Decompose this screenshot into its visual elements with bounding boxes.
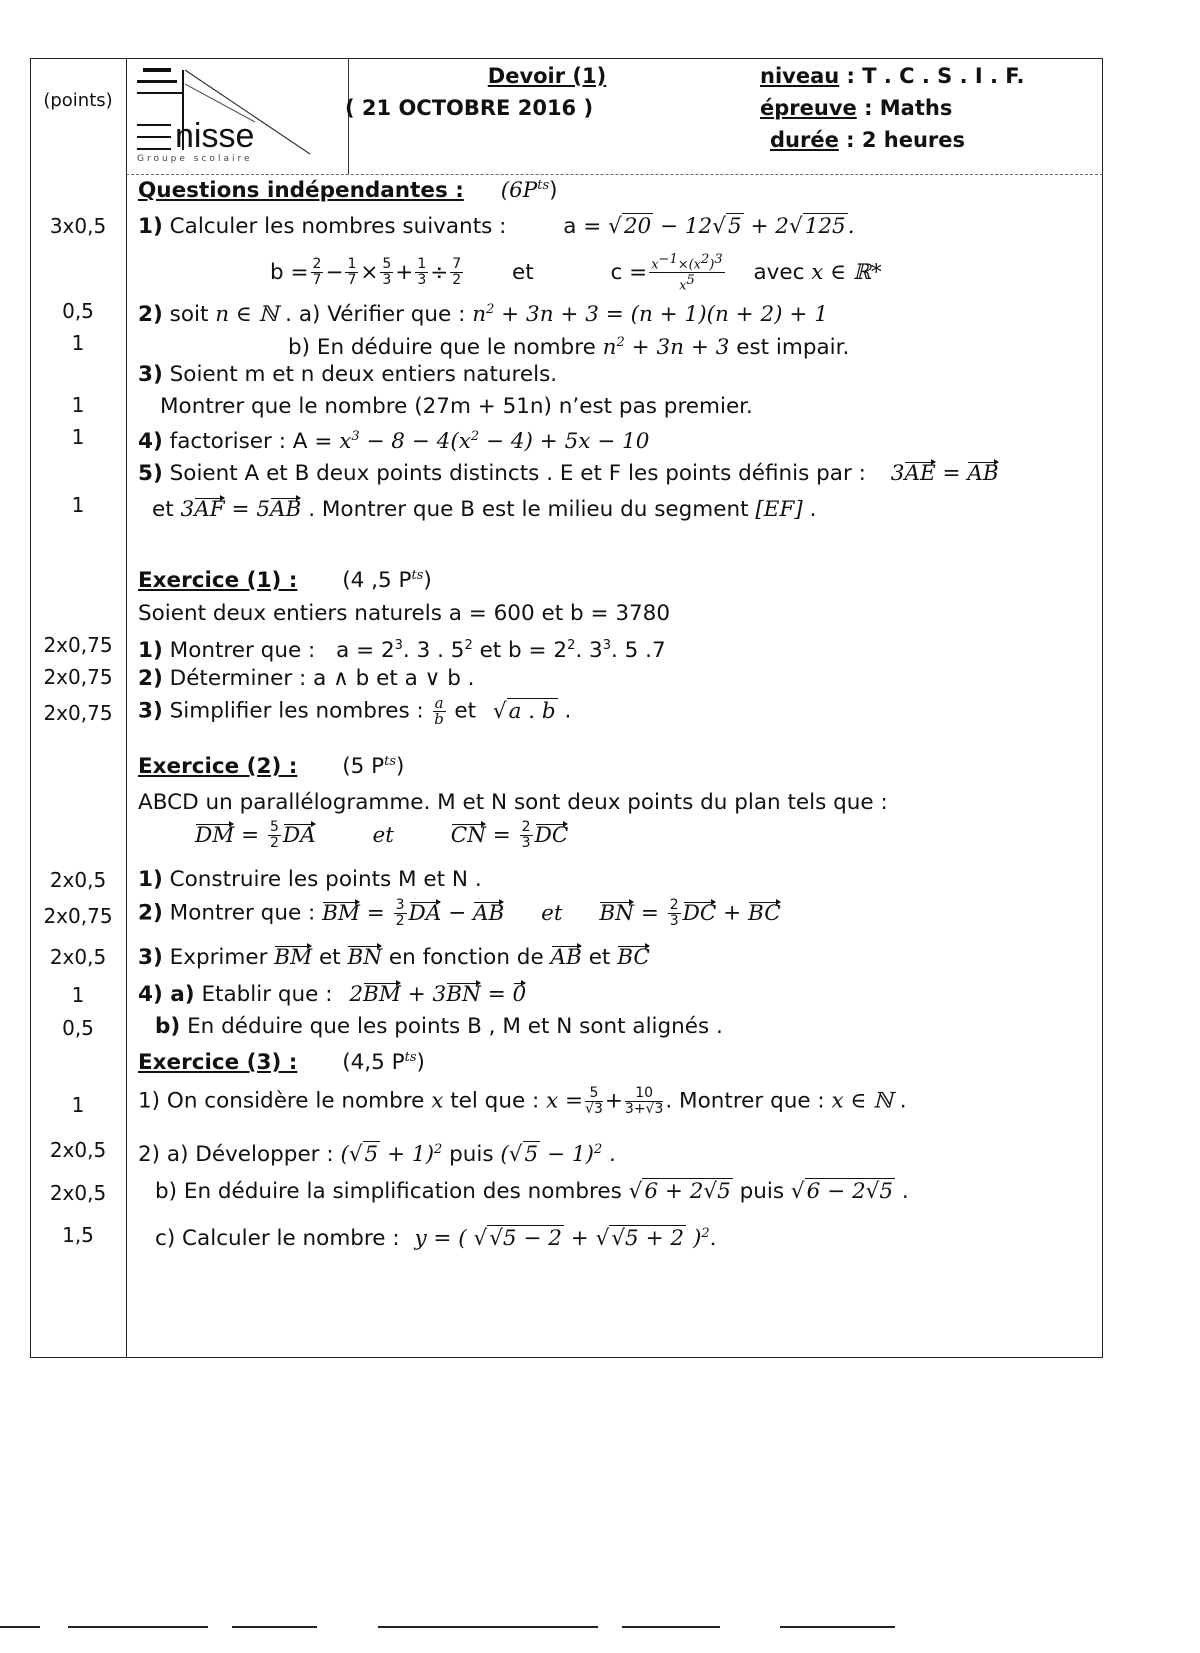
points-sup: ts [384,754,396,769]
points-value: 3x0,5 [49,214,107,238]
section-title: Exercice (3) : [138,1050,298,1076]
points-value: 2x0,75 [43,701,113,725]
exercise-3-q2b: b) En déduire la simplification des nombres √6 + 2√5 puis √6 − 2√5 . [155,1179,909,1204]
question-text: Construire les points M et N . [169,867,482,892]
exercise-3-q1: 1) On considère le nombre x tel que : x = $\frac{5}{√3}$ + $\frac{10}{3+√3}$ . Montrer que : x ∈ ℕ . [138,1085,907,1117]
conj-et: et [318,945,341,970]
question-text: Exprimer [169,945,268,970]
points-value: 1,5 [62,1223,94,1247]
exercise-1-q2: 2) Déterminer : a ∧ b et a ∨ b . [138,666,475,691]
points-column-border [126,58,127,1358]
footer-line [232,1626,317,1628]
avec-label: avec [753,259,805,285]
points-value: 1 [71,425,85,449]
section-points: (6P [500,178,538,204]
question-text: . Montrer que B est le milieu du segment [308,497,749,522]
question-text: c) Calculer le nombre : [155,1226,400,1252]
question-5: 5) Soient A et B deux points distincts . E et F les points définis par : 3AE = AB [138,461,999,486]
question-text: Simplifier les nombres : [169,698,424,724]
exercise-2-q4a: 4) a) Etablir que : 2BM + 3BN = 0 [138,982,527,1007]
question-text: Montrer que : [169,638,316,664]
question-3: 3) Soient m et n deux entiers naturels. [138,362,558,387]
points-sup: ts [537,178,550,193]
question-text: b) En déduire la simplification des nombres [155,1179,622,1204]
section-title: Exercice (1) : [138,568,298,594]
exercise-3-q2a: 2) a) Développer : $(√5 + 1)^2$ puis $(√5 - 1)^2$ . [138,1142,616,1168]
duree-label: durée [770,128,839,152]
exercise-2-q2: 2) Montrer que : BM = $\frac{3}{2}$ DA − AB et BN = $\frac{2}{3}$ DC + BC [138,897,781,929]
question-4: 4) factoriser : $A = x^3 - 8 - 4(x^2 - 4) + 5x - 10$ [138,429,650,455]
exercise-1-q1: 1) Montrer que : $a = 2^3$. 3 . $5^2$ et $b = 2^2$. $3^3$. 5 .7 [138,638,666,664]
conj-et: et [454,698,477,724]
question-2a: 2) soit n ∈ ℕ . a) Vérifier que : $n^2 + 3n + 3 = (n + 1)(n + 2) + 1$ [138,302,828,328]
footer-line [780,1626,895,1628]
footer-line [378,1626,598,1628]
footer-line [0,1626,40,1628]
logo-subtitle: Groupe scolaire [137,154,253,164]
question-text: b) En déduire que le nombre [288,335,596,361]
points-value: 2x0,75 [43,633,113,657]
question-text: En déduire que les points B , M et N sont alignés . [187,1014,723,1039]
section-points: (4 ,5 P [342,568,412,594]
question-text: soit [169,302,209,328]
points-value: 0,5 [62,299,94,323]
exercise-3-q2c: c) Calculer le nombre : y = ( √√5 − 2 + √√5 + 2 )$^2$. [155,1226,717,1252]
points-value: 2x0,75 [43,665,113,689]
question-text: Montrer que : [169,900,316,926]
question-text: factoriser : A = [169,429,333,455]
question-text: 2) a) Développer : [138,1142,334,1168]
footer-line [68,1626,208,1628]
question-text: est impair. [736,335,850,361]
niveau-row [760,64,1025,88]
question-text: 1) On considère le nombre [138,1088,425,1114]
conj-et: et [588,945,611,970]
footer-line [622,1626,720,1628]
niveau-label: niveau [760,64,840,88]
points-value: 1 [71,331,85,355]
points-column-header: (points) [43,90,113,111]
var-a-label: a = [563,214,602,239]
devoir-title: Devoir (1) [487,64,607,88]
section-title: Questions indépendantes : [138,178,464,204]
section-exercice-2 [138,748,1140,781]
question-text: Etablir que : [201,982,333,1007]
section-exercice-3 [138,1044,1140,1077]
exercise-2-definitions: DM = $\frac{5}{2}$ DA et CN = $\frac{2}{3}$ DC [195,819,569,851]
exercise-2-q1: 1) Construire les points M et N . [138,867,482,892]
duree-value: : 2 heures [846,128,966,152]
epreuve-label: épreuve [760,96,857,120]
exercise-2-q4b: b) En déduire que les points B , M et N sont alignés . [155,1014,723,1039]
points-close: ) [416,1050,425,1076]
section-points: (5 P [342,754,385,780]
points-sup: ts [411,568,424,583]
exercise-2-q3: 3) Exprimer BM et BN en fonction de AB et BC [138,945,650,970]
section-title: Exercice (2) : [138,754,298,780]
points-value: 1 [71,493,85,517]
exercise-1-intro: Soient deux entiers naturels a = 600 et b = 3780 [138,601,671,626]
conj-et: et [152,497,174,522]
logo-text: nisse [175,117,255,155]
conj-puis: puis [739,1179,785,1204]
points-value: 0,5 [62,1016,94,1040]
points-sup: ts [404,1050,417,1065]
question-text: Soient m et n deux entiers naturels. [169,362,558,387]
points-value: 2x0,5 [49,945,107,969]
points-value: 2x0,5 [49,1138,107,1162]
points-close: ) [423,568,432,594]
question-text: Calculer les nombres suivants : [169,214,507,239]
points-close: ) [549,178,558,204]
exercise-1-q3: 3) Simplifier les nombres : $\frac{a}{b}$ et √a . b . [138,694,572,728]
section-points: (4,5 P [342,1050,405,1076]
points-value: 1 [71,393,85,417]
points-value: 2x0,75 [43,904,113,928]
points-close: ) [396,754,405,780]
duree-row [770,128,965,152]
question-text: a) Vérifier que : [298,302,466,328]
conj-puis: puis [449,1142,494,1168]
question-text: tel que : [450,1088,540,1114]
question-text: Soient A et B deux points distincts . E et F les points définis par : [169,461,866,486]
question-3b: Montrer que le nombre (27m + 51n) n’est pas premier. [160,394,753,419]
niveau-value: : T . C . S . I . F. [846,64,1025,88]
epreuve-value: : Maths [864,96,953,120]
conj-et: et [512,259,534,285]
section-exercice-1 [138,562,1140,595]
points-value: 2x0,5 [49,868,107,892]
points-value: 1 [71,983,85,1007]
question-1-line2: b = $\frac{2}{7}$ − $\frac{1}{7}$ × $\frac{5}{3}$ + $\frac{1}{3}$ ÷ $\frac{7}{2}$ et c = $\frac{x^{-1}\times(x^2)^3}{x^5}$ avec x ∈ ℝ* [270,252,882,294]
exercise-2-intro: ABCD un parallélogramme. M et N sont deux points du plan tels que : [138,790,888,815]
question-5b: et 3AF = 5AB . Montrer que B est le milieu du segment [EF] . [152,497,817,522]
points-value: 1 [71,1093,85,1117]
question-text: . Montrer que : [665,1088,825,1114]
exam-date: ( 21 OCTOBRE 2016 ) [345,96,594,120]
section-questions-independantes [138,172,1140,205]
points-value: 2x0,5 [49,1181,107,1205]
school-logo [135,62,345,170]
question-text: en fonction de [388,945,544,970]
epreuve-row [760,96,952,120]
question-2b: b) En déduire que le nombre $n^2 + 3n + 3$ est impair. [288,335,850,361]
question-1: 1) Calculer les nombres suivants : a = √20 − 12√5 + 2√125. [138,214,855,239]
question-text: Déterminer : a ∧ b et a ∨ b . [169,666,475,691]
